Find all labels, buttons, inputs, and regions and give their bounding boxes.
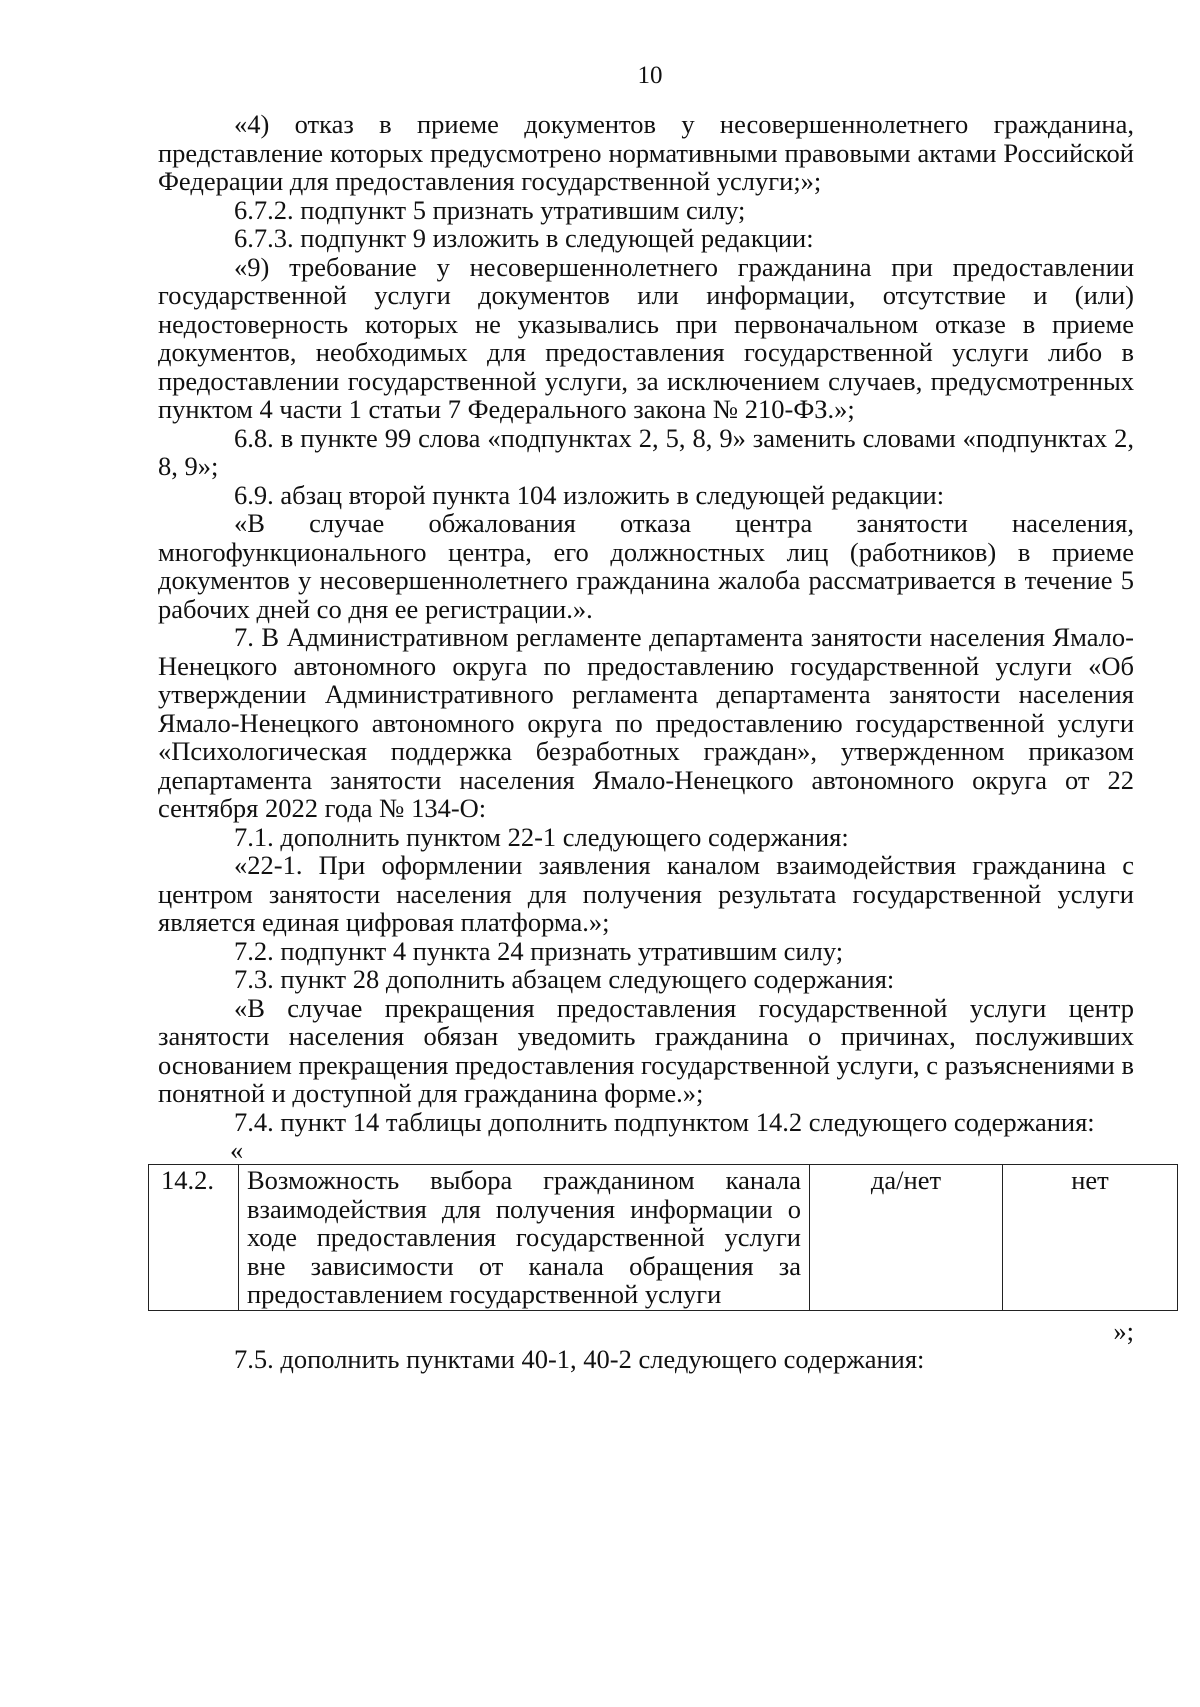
paragraph: «4) отказ в приеме документов у несовершеннолетнего гражданина, представление которых предусмотрено нормативными правовыми актами Российской Федерации для предоставления государственной услуги;»;	[158, 109, 1134, 196]
paragraph: 7.2. подпункт 4 пункта 24 признать утратившим силу;	[234, 935, 844, 966]
paragraphs-after	[158, 1345, 1134, 1374]
paragraph: «В случае обжалования отказа центра занятости населения, многофункционального центра, его должностных лиц (работников) в приеме документов у несовершеннолетнего гражданина жалоба рассматривается в течение 5 рабочих дней со дня ее регистрации.».	[158, 508, 1134, 624]
paragraph: 6.7.3. подпункт 9 изложить в следующей редакции:	[234, 223, 814, 253]
paragraph: 6.7.2. подпункт 5 признать утратившим силу;	[234, 194, 746, 225]
document-body	[158, 110, 1134, 1373]
paragraph: «22-1. При оформлении заявления каналом взаимодействия гражданина с центром занятости населения для получения результата государственной услуги является единая цифровая платформа.»;	[158, 850, 1134, 937]
paragraph: «9) требование у несовершеннолетнего гражданина при предоставлении государственной услуги документов или информации, отсутствие и (или) недостоверность которых не указывались при первоначальном отказе в приеме документов, необходимых для предоставления государственной услуги либо в предоставлении государственной услуги, за исключением случаев, предусмотренных пунктом 4 части 1 статьи 7 Федерального закона № 210-ФЗ.»;	[158, 251, 1134, 424]
description-cell: Возможность выбора гражданином канала взаимодействия для получения информации о ходе предоставления государственной услуги вне зависимости от канала обращения за предоставлением государственной услуги	[239, 1165, 810, 1311]
paragraph: 7.4. пункт 14 таблицы дополнить подпунктом 14.2 следующего содержания:	[234, 1106, 1095, 1137]
value-cell: да/нет	[810, 1165, 1003, 1311]
paragraph: 7.5. дополнить пунктами 40-1, 40-2 следующего содержания:	[234, 1343, 925, 1374]
paragraph: «В случае прекращения предоставления государственной услуги центр занятости населения обязан уведомить гражданина о причинах, послуживших основанием прекращения предоставления государственной услуги, с разъяснениями в понятной и доступной для гражданина форме.»;	[158, 992, 1134, 1108]
page-number: 10	[637, 62, 663, 89]
paragraph: 7.3. пункт 28 дополнить абзацем следующего содержания:	[234, 964, 895, 994]
value-cell: нет	[1003, 1165, 1178, 1311]
quote-open-mark: «	[230, 1135, 244, 1165]
quote-close-mark: »;	[1113, 1315, 1134, 1346]
paragraph: 7. В Административном регламенте департамента занятости населения Ямало-Ненецкого автономного округа по предоставлению государственной услуги «Об утверждении Административного регламента департамента занятости населения Ямало-Ненецкого автономного округа по предоставлению государственной услуги «Психологическая поддержка безработных граждан», утвержденном приказом департамента занятости населения Ямало-Ненецкого автономного округа от 22 сентября 2022 года № 134-О:	[158, 622, 1134, 823]
paragraph: 7.1. дополнить пунктом 22-1 следующего содержания:	[234, 821, 849, 852]
table-row	[149, 1165, 1178, 1311]
paragraph: 6.8. в пункте 99 слова «подпунктах 2, 5, 8, 9» заменить словами «подпунктах 2, 8, 9»;	[158, 422, 1134, 481]
row-number-cell: 14.2.	[149, 1165, 239, 1311]
paragraphs-before	[158, 110, 1134, 1136]
amendment-table	[148, 1164, 1178, 1311]
paragraph: 6.9. абзац второй пункта 104 изложить в следующей редакции:	[234, 479, 945, 510]
